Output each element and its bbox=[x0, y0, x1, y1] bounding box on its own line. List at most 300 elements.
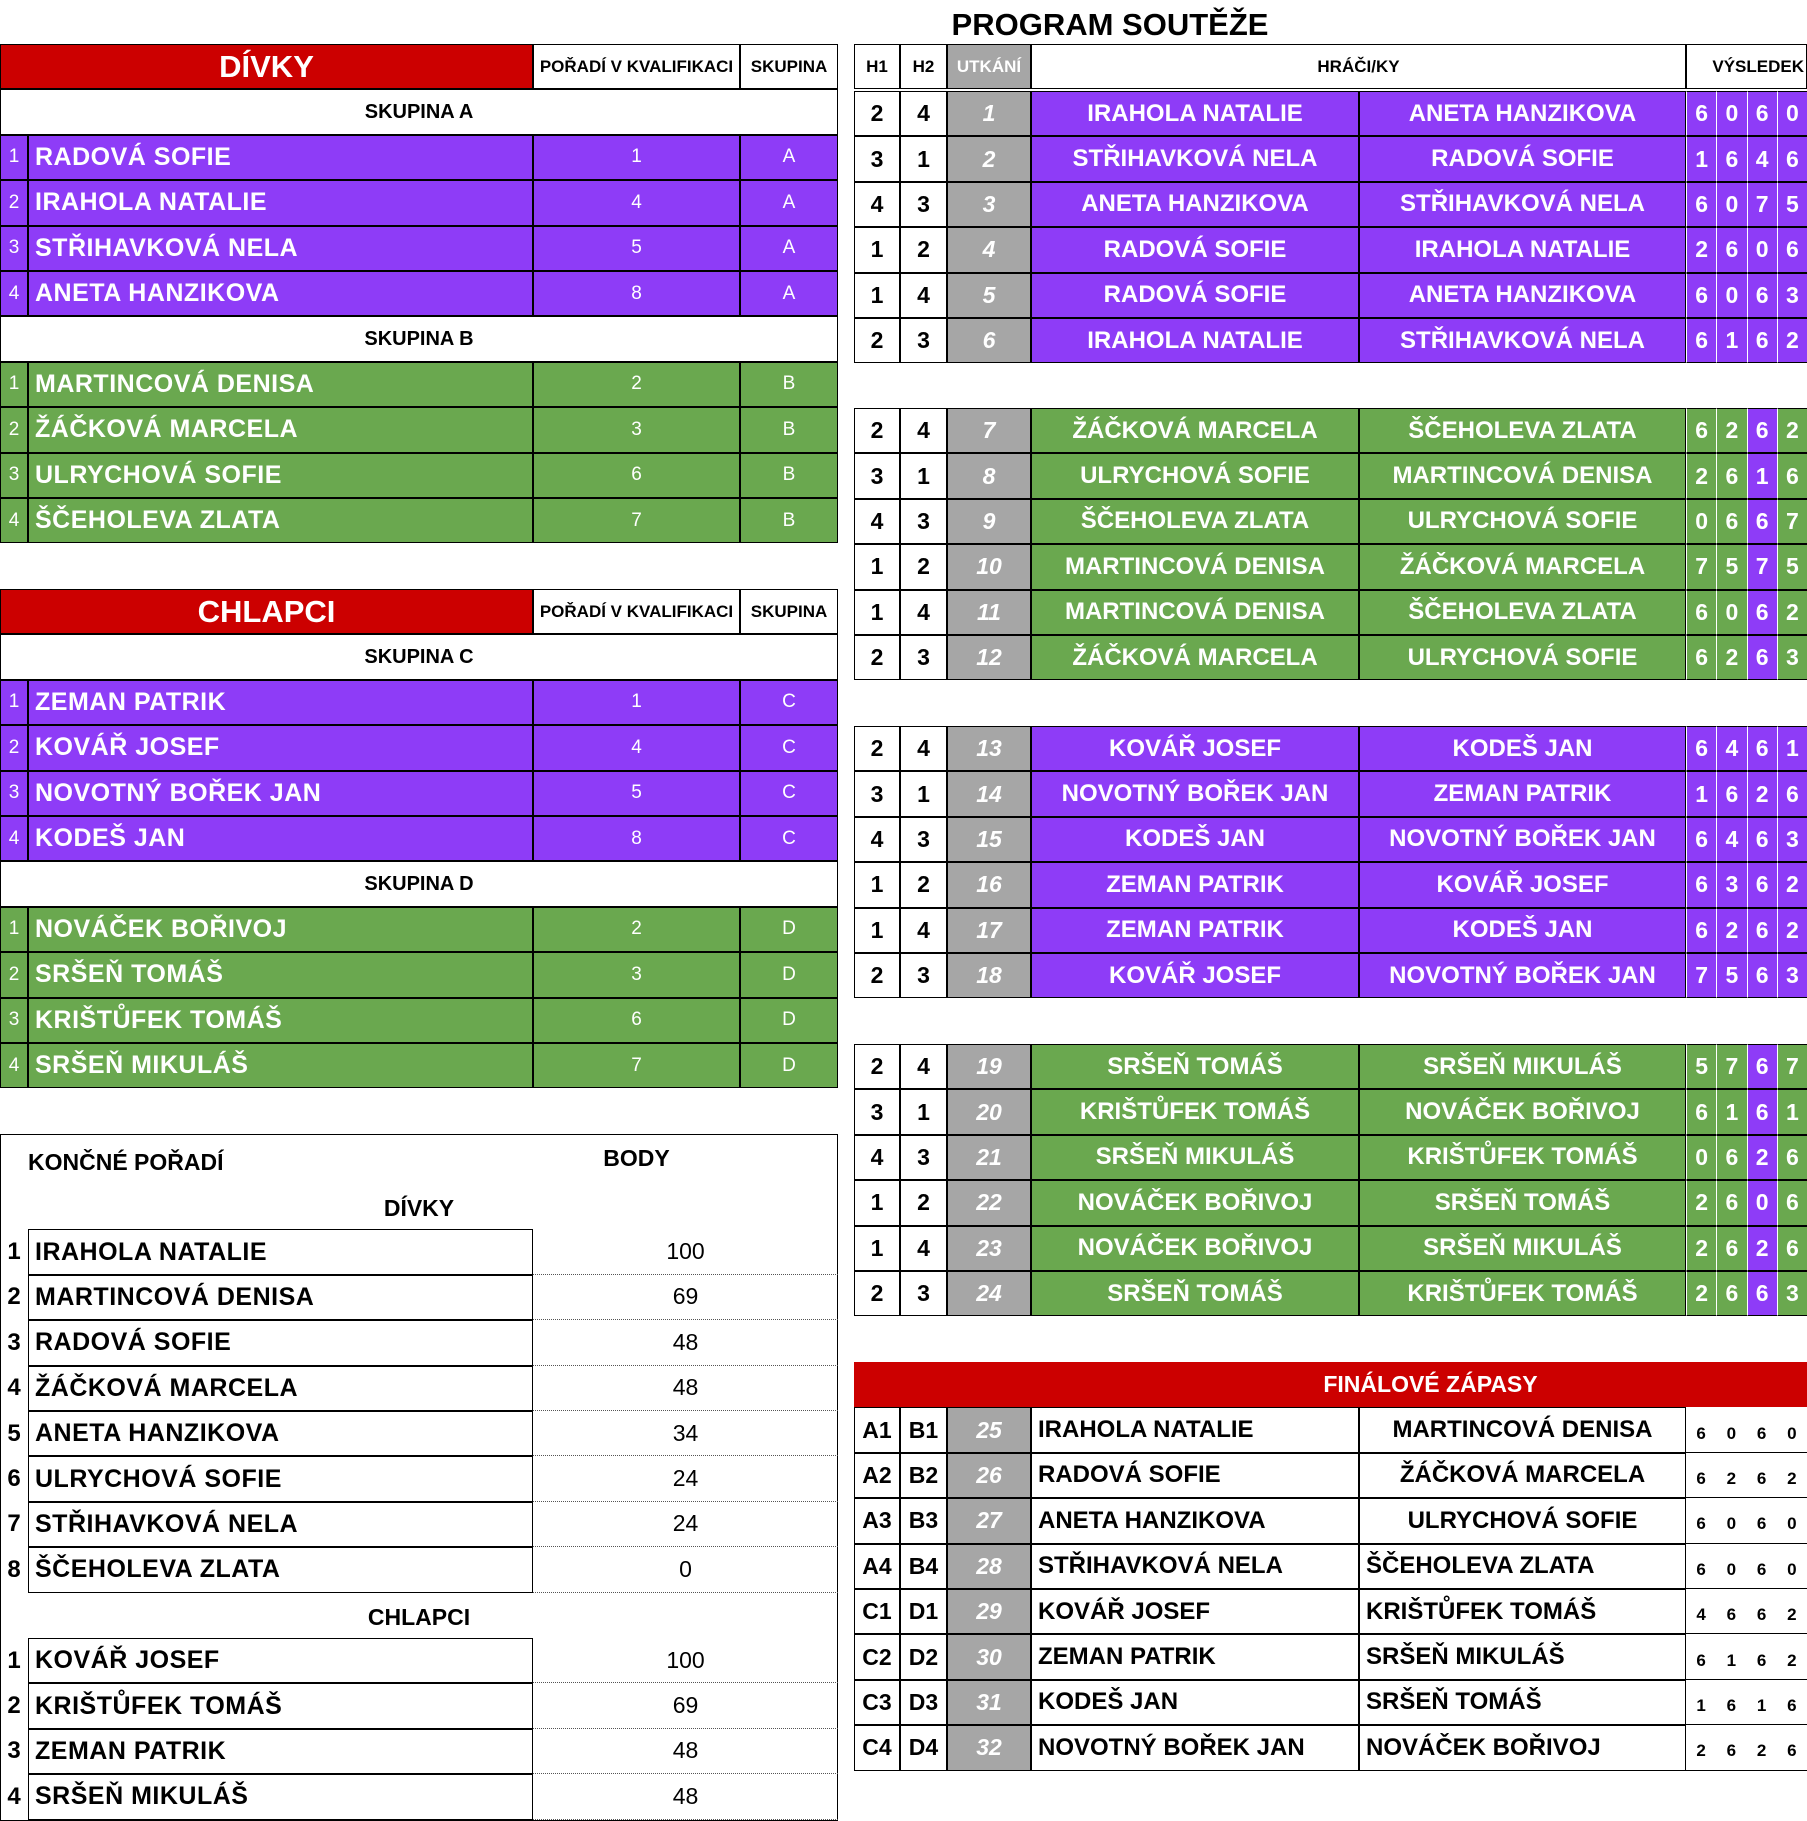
match-number: 15 bbox=[947, 817, 1031, 862]
match-player-1: ŠČEHOLEVA ZLATA bbox=[1031, 499, 1359, 544]
final-h1: A2 bbox=[854, 1453, 900, 1498]
score-game: 6 bbox=[1686, 817, 1716, 862]
match-player-1: NOVOTNÝ BOŘEK JAN bbox=[1031, 771, 1359, 816]
match-h2: 2 bbox=[900, 1180, 947, 1225]
score-game: 1 bbox=[1777, 726, 1807, 771]
match-number: 14 bbox=[947, 771, 1031, 816]
final-match-number: 31 bbox=[947, 1680, 1031, 1725]
score-game: 2 bbox=[1686, 227, 1716, 272]
score-game: 6 bbox=[1747, 590, 1777, 635]
score-game: 6 bbox=[1747, 817, 1777, 862]
match-player-2: ULRYCHOVÁ SOFIE bbox=[1359, 499, 1686, 544]
match-player-1: NOVÁČEK BOŘIVOJ bbox=[1031, 1226, 1359, 1271]
final-score-game: 2 bbox=[1777, 1642, 1807, 1679]
score-game: 0 bbox=[1716, 590, 1746, 635]
standings-position: 3 bbox=[7, 1328, 21, 1356]
score-game: 6 bbox=[1747, 273, 1777, 318]
final-h1: C1 bbox=[854, 1589, 900, 1634]
final-player-1: ZEMAN PATRIK bbox=[1031, 1634, 1359, 1679]
score-game: 7 bbox=[1747, 182, 1777, 227]
final-player-1: IRAHOLA NATALIE bbox=[1031, 1407, 1359, 1452]
final-player-2: KRIŠTŮFEK TOMÁŠ bbox=[1359, 1589, 1686, 1634]
match-h1: 2 bbox=[854, 726, 900, 771]
final-score-game: 2 bbox=[1716, 1461, 1746, 1498]
player-group: C bbox=[740, 725, 838, 770]
player-group: D bbox=[740, 907, 838, 952]
qualification-rank: 6 bbox=[533, 453, 740, 498]
player-group: A bbox=[740, 180, 838, 225]
score-game: 2 bbox=[1777, 862, 1807, 907]
standings-position: 2 bbox=[7, 1692, 21, 1720]
standings-points: 48 bbox=[533, 1774, 838, 1819]
final-h1: A4 bbox=[854, 1544, 900, 1589]
score-game: 0 bbox=[1747, 227, 1777, 272]
player-name: IRAHOLA NATALIE bbox=[28, 180, 533, 225]
match-h2: 4 bbox=[900, 1044, 947, 1089]
score-game: 5 bbox=[1777, 544, 1807, 589]
final-h1: A1 bbox=[854, 1407, 900, 1452]
group-label: SKUPINA A bbox=[0, 89, 838, 134]
match-player-2: KRIŠTŮFEK TOMÁŠ bbox=[1359, 1135, 1686, 1180]
score-game: 2 bbox=[1686, 1226, 1716, 1271]
match-number: 16 bbox=[947, 862, 1031, 907]
match-player-1: SRŠEŇ TOMÁŠ bbox=[1031, 1271, 1359, 1316]
score-game: 6 bbox=[1777, 1180, 1807, 1225]
standings-player-name: IRAHOLA NATALIE bbox=[28, 1229, 533, 1274]
score-game: 3 bbox=[1777, 635, 1807, 680]
score-game: 7 bbox=[1686, 544, 1716, 589]
qualification-rank: 1 bbox=[533, 135, 740, 180]
match-player-2: ANETA HANZIKOVA bbox=[1359, 91, 1686, 136]
qualification-rank: 7 bbox=[533, 1043, 740, 1088]
final-match-number: 27 bbox=[947, 1498, 1031, 1543]
standings-points: 24 bbox=[533, 1456, 838, 1501]
score-game: 6 bbox=[1686, 590, 1716, 635]
standings-points: 34 bbox=[533, 1411, 838, 1456]
match-number: 13 bbox=[947, 726, 1031, 771]
final-score-game: 4 bbox=[1686, 1597, 1716, 1634]
column-header-rank: POŘADÍ V KVALIFIKACI bbox=[533, 589, 740, 634]
match-player-1: ŽÁČKOVÁ MARCELA bbox=[1031, 408, 1359, 453]
final-match-number: 28 bbox=[947, 1544, 1031, 1589]
score-game: 2 bbox=[1686, 453, 1716, 498]
match-player-1: MARTINCOVÁ DENISA bbox=[1031, 544, 1359, 589]
final-player-2: MARTINCOVÁ DENISA bbox=[1359, 1407, 1686, 1452]
header-match: UTKÁNÍ bbox=[947, 44, 1031, 89]
qualification-rank: 1 bbox=[533, 680, 740, 725]
match-player-2: STŘIHAVKOVÁ NELA bbox=[1359, 318, 1686, 363]
score-game: 3 bbox=[1777, 817, 1807, 862]
match-player-2: RADOVÁ SOFIE bbox=[1359, 136, 1686, 181]
score-game: 6 bbox=[1747, 1089, 1777, 1134]
final-score-game: 2 bbox=[1747, 1733, 1777, 1770]
player-seed: 2 bbox=[0, 407, 28, 452]
match-number: 8 bbox=[947, 453, 1031, 498]
match-player-2: ŠČEHOLEVA ZLATA bbox=[1359, 408, 1686, 453]
match-player-2: ŽÁČKOVÁ MARCELA bbox=[1359, 544, 1686, 589]
match-h2: 1 bbox=[900, 1089, 947, 1134]
score-game: 6 bbox=[1716, 1135, 1746, 1180]
match-number: 22 bbox=[947, 1180, 1031, 1225]
match-h2: 4 bbox=[900, 590, 947, 635]
match-player-1: RADOVÁ SOFIE bbox=[1031, 273, 1359, 318]
match-number: 17 bbox=[947, 908, 1031, 953]
standings-position: 7 bbox=[7, 1510, 21, 1538]
standings-position: 6 bbox=[7, 1465, 21, 1493]
final-player-1: STŘIHAVKOVÁ NELA bbox=[1031, 1544, 1359, 1589]
score-game: 4 bbox=[1747, 136, 1777, 181]
match-h2: 4 bbox=[900, 726, 947, 771]
match-number: 19 bbox=[947, 1044, 1031, 1089]
standings-position: 8 bbox=[7, 1555, 21, 1583]
final-h2: D1 bbox=[900, 1589, 947, 1634]
match-player-2: KODEŠ JAN bbox=[1359, 908, 1686, 953]
standings-points: 69 bbox=[533, 1683, 838, 1728]
match-h2: 3 bbox=[900, 182, 947, 227]
match-number: 3 bbox=[947, 182, 1031, 227]
match-h2: 1 bbox=[900, 136, 947, 181]
score-game: 6 bbox=[1777, 1226, 1807, 1271]
match-player-1: SRŠEŇ TOMÁŠ bbox=[1031, 1044, 1359, 1089]
match-player-1: IRAHOLA NATALIE bbox=[1031, 91, 1359, 136]
match-h1: 2 bbox=[854, 635, 900, 680]
score-game: 2 bbox=[1777, 590, 1807, 635]
column-header-rank: POŘADÍ V KVALIFIKACI bbox=[533, 44, 740, 89]
match-player-1: SRŠEŇ MIKULÁŠ bbox=[1031, 1135, 1359, 1180]
player-name: ŠČEHOLEVA ZLATA bbox=[28, 498, 533, 543]
final-h2: D4 bbox=[900, 1725, 947, 1770]
score-game: 6 bbox=[1716, 499, 1746, 544]
final-player-2: SRŠEŇ MIKULÁŠ bbox=[1359, 1634, 1686, 1679]
match-player-2: ŠČEHOLEVA ZLATA bbox=[1359, 590, 1686, 635]
qualification-rank: 2 bbox=[533, 907, 740, 952]
final-player-1: NOVOTNÝ BOŘEK JAN bbox=[1031, 1725, 1359, 1770]
score-game: 3 bbox=[1777, 953, 1807, 998]
score-game: 5 bbox=[1716, 953, 1746, 998]
match-h1: 2 bbox=[854, 953, 900, 998]
standings-player-name: ANETA HANZIKOVA bbox=[28, 1411, 533, 1456]
score-game: 6 bbox=[1777, 136, 1807, 181]
final-player-1: KODEŠ JAN bbox=[1031, 1680, 1359, 1725]
standings-points: 48 bbox=[533, 1320, 838, 1365]
finals-title: FINÁLOVÉ ZÁPASY bbox=[854, 1362, 1807, 1407]
match-player-2: SRŠEŇ MIKULÁŠ bbox=[1359, 1044, 1686, 1089]
player-seed: 4 bbox=[0, 816, 28, 861]
match-h2: 4 bbox=[900, 91, 947, 136]
player-seed: 2 bbox=[0, 725, 28, 770]
score-game: 6 bbox=[1747, 1271, 1777, 1316]
score-game: 0 bbox=[1716, 273, 1746, 318]
final-match-number: 26 bbox=[947, 1453, 1031, 1498]
final-score-game: 2 bbox=[1686, 1733, 1716, 1770]
score-game: 0 bbox=[1777, 91, 1807, 136]
qualification-rank: 6 bbox=[533, 998, 740, 1043]
final-score-game: 1 bbox=[1747, 1688, 1777, 1725]
match-h2: 3 bbox=[900, 1135, 947, 1180]
match-h2: 3 bbox=[900, 318, 947, 363]
standings-points: 48 bbox=[533, 1366, 838, 1411]
final-score-game: 6 bbox=[1747, 1506, 1777, 1543]
header-h2: H2 bbox=[900, 44, 947, 89]
score-game: 6 bbox=[1747, 908, 1777, 953]
match-player-2: SRŠEŇ TOMÁŠ bbox=[1359, 1180, 1686, 1225]
score-game: 1 bbox=[1716, 1089, 1746, 1134]
standings-points: 100 bbox=[533, 1229, 838, 1274]
header-h1: H1 bbox=[854, 44, 900, 89]
qualification-rank: 3 bbox=[533, 407, 740, 452]
match-player-2: KODEŠ JAN bbox=[1359, 726, 1686, 771]
standings-points: 24 bbox=[533, 1502, 838, 1547]
final-player-1: ANETA HANZIKOVA bbox=[1031, 1498, 1359, 1543]
match-player-2: ANETA HANZIKOVA bbox=[1359, 273, 1686, 318]
score-game: 6 bbox=[1747, 408, 1777, 453]
match-h1: 3 bbox=[854, 136, 900, 181]
score-game: 6 bbox=[1747, 635, 1777, 680]
qualification-rank: 2 bbox=[533, 362, 740, 407]
final-match-number: 25 bbox=[947, 1407, 1031, 1452]
match-number: 7 bbox=[947, 408, 1031, 453]
player-group: D bbox=[740, 998, 838, 1043]
match-number: 9 bbox=[947, 499, 1031, 544]
player-group: B bbox=[740, 498, 838, 543]
qualification-rank: 4 bbox=[533, 725, 740, 770]
match-number: 5 bbox=[947, 273, 1031, 318]
match-number: 6 bbox=[947, 318, 1031, 363]
match-player-1: KODEŠ JAN bbox=[1031, 817, 1359, 862]
match-number: 10 bbox=[947, 544, 1031, 589]
match-number: 24 bbox=[947, 1271, 1031, 1316]
standings-position: 5 bbox=[7, 1419, 21, 1447]
score-game: 6 bbox=[1686, 273, 1716, 318]
match-h2: 4 bbox=[900, 273, 947, 318]
score-game: 6 bbox=[1686, 91, 1716, 136]
match-h1: 1 bbox=[854, 544, 900, 589]
qualification-rank: 8 bbox=[533, 271, 740, 316]
standings-player-name: SRŠEŇ MIKULÁŠ bbox=[28, 1774, 533, 1819]
final-score-game: 6 bbox=[1716, 1688, 1746, 1725]
match-number: 20 bbox=[947, 1089, 1031, 1134]
match-h1: 1 bbox=[854, 1226, 900, 1271]
table-heading: CHLAPCI bbox=[0, 589, 533, 634]
match-number: 18 bbox=[947, 953, 1031, 998]
score-game: 2 bbox=[1777, 318, 1807, 363]
match-h1: 2 bbox=[854, 1271, 900, 1316]
score-game: 6 bbox=[1747, 953, 1777, 998]
player-name: SRŠEŇ TOMÁŠ bbox=[28, 952, 533, 997]
final-score-game: 6 bbox=[1716, 1733, 1746, 1770]
score-game: 6 bbox=[1686, 862, 1716, 907]
match-player-1: ULRYCHOVÁ SOFIE bbox=[1031, 453, 1359, 498]
final-standings-title: KONČNÉ POŘADÍ bbox=[28, 1148, 224, 1175]
score-game: 6 bbox=[1747, 726, 1777, 771]
score-game: 6 bbox=[1686, 726, 1716, 771]
standings-player-name: STŘIHAVKOVÁ NELA bbox=[28, 1502, 533, 1547]
player-name: ULRYCHOVÁ SOFIE bbox=[28, 453, 533, 498]
match-h2: 3 bbox=[900, 1271, 947, 1316]
standings-section-label: CHLAPCI bbox=[367, 1603, 471, 1630]
standings-position: 2 bbox=[7, 1283, 21, 1311]
score-game: 2 bbox=[1777, 408, 1807, 453]
final-score-game: 6 bbox=[1747, 1597, 1777, 1634]
score-game: 0 bbox=[1686, 499, 1716, 544]
match-player-1: ŽÁČKOVÁ MARCELA bbox=[1031, 635, 1359, 680]
table-heading: DÍVKY bbox=[0, 44, 533, 89]
match-number: 12 bbox=[947, 635, 1031, 680]
match-player-2: IRAHOLA NATALIE bbox=[1359, 227, 1686, 272]
score-game: 0 bbox=[1716, 182, 1746, 227]
score-game: 6 bbox=[1716, 227, 1746, 272]
match-h1: 4 bbox=[854, 499, 900, 544]
score-game: 6 bbox=[1716, 1180, 1746, 1225]
standings-player-name: ZEMAN PATRIK bbox=[28, 1729, 533, 1774]
column-header-group: SKUPINA bbox=[740, 44, 838, 89]
player-name: KRIŠTŮFEK TOMÁŠ bbox=[28, 998, 533, 1043]
player-group: D bbox=[740, 1043, 838, 1088]
player-group: C bbox=[740, 771, 838, 816]
match-h1: 3 bbox=[854, 453, 900, 498]
standings-section-label: DÍVKY bbox=[383, 1195, 455, 1222]
match-h1: 1 bbox=[854, 227, 900, 272]
player-seed: 1 bbox=[0, 907, 28, 952]
player-name: ZEMAN PATRIK bbox=[28, 680, 533, 725]
match-h1: 1 bbox=[854, 273, 900, 318]
player-seed: 1 bbox=[0, 362, 28, 407]
final-h2: D2 bbox=[900, 1634, 947, 1679]
standings-position: 3 bbox=[7, 1737, 21, 1765]
final-score-game: 0 bbox=[1777, 1415, 1807, 1452]
match-h1: 2 bbox=[854, 318, 900, 363]
final-h2: B4 bbox=[900, 1544, 947, 1589]
final-h2: B3 bbox=[900, 1498, 947, 1543]
match-h2: 3 bbox=[900, 953, 947, 998]
match-h1: 3 bbox=[854, 1089, 900, 1134]
final-score-game: 2 bbox=[1777, 1461, 1807, 1498]
score-game: 6 bbox=[1716, 136, 1746, 181]
final-h2: D3 bbox=[900, 1680, 947, 1725]
match-h1: 1 bbox=[854, 862, 900, 907]
final-player-2: NOVÁČEK BOŘIVOJ bbox=[1359, 1725, 1686, 1770]
match-number: 11 bbox=[947, 590, 1031, 635]
standings-player-name: ŽÁČKOVÁ MARCELA bbox=[28, 1366, 533, 1411]
final-score-game: 6 bbox=[1686, 1506, 1716, 1543]
header-result: VÝSLEDEK bbox=[1686, 44, 1807, 89]
player-name: NOVOTNÝ BOŘEK JAN bbox=[28, 771, 533, 816]
player-name: STŘIHAVKOVÁ NELA bbox=[28, 226, 533, 271]
score-game: 5 bbox=[1777, 182, 1807, 227]
match-player-2: NOVOTNÝ BOŘEK JAN bbox=[1359, 817, 1686, 862]
final-h2: B1 bbox=[900, 1407, 947, 1452]
score-game: 7 bbox=[1716, 1044, 1746, 1089]
standings-position: 1 bbox=[7, 1238, 21, 1266]
player-group: A bbox=[740, 271, 838, 316]
final-score-game: 0 bbox=[1777, 1552, 1807, 1589]
match-h1: 2 bbox=[854, 408, 900, 453]
final-match-number: 32 bbox=[947, 1725, 1031, 1770]
standings-points: 69 bbox=[533, 1275, 838, 1320]
match-player-2: SRŠEŇ MIKULÁŠ bbox=[1359, 1226, 1686, 1271]
score-game: 1 bbox=[1716, 318, 1746, 363]
score-game: 2 bbox=[1716, 908, 1746, 953]
match-player-1: STŘIHAVKOVÁ NELA bbox=[1031, 136, 1359, 181]
final-h1: A3 bbox=[854, 1498, 900, 1543]
score-game: 1 bbox=[1777, 1089, 1807, 1134]
match-h2: 4 bbox=[900, 1226, 947, 1271]
match-h2: 4 bbox=[900, 908, 947, 953]
final-score-game: 6 bbox=[1747, 1415, 1777, 1452]
qualification-rank: 4 bbox=[533, 180, 740, 225]
final-score-game: 6 bbox=[1747, 1552, 1777, 1589]
match-player-1: KOVÁŘ JOSEF bbox=[1031, 726, 1359, 771]
player-seed: 2 bbox=[0, 180, 28, 225]
match-h2: 1 bbox=[900, 453, 947, 498]
score-game: 6 bbox=[1686, 1089, 1716, 1134]
score-game: 1 bbox=[1686, 771, 1716, 816]
standings-points: 48 bbox=[533, 1729, 838, 1774]
score-game: 6 bbox=[1716, 453, 1746, 498]
score-game: 6 bbox=[1777, 1135, 1807, 1180]
standings-player-name: RADOVÁ SOFIE bbox=[28, 1320, 533, 1365]
final-score-game: 6 bbox=[1686, 1461, 1716, 1498]
player-seed: 2 bbox=[0, 952, 28, 997]
match-player-2: MARTINCOVÁ DENISA bbox=[1359, 453, 1686, 498]
score-game: 6 bbox=[1777, 453, 1807, 498]
score-game: 6 bbox=[1686, 408, 1716, 453]
match-player-1: ZEMAN PATRIK bbox=[1031, 908, 1359, 953]
match-player-1: NOVÁČEK BOŘIVOJ bbox=[1031, 1180, 1359, 1225]
match-h1: 4 bbox=[854, 1135, 900, 1180]
match-player-2: NOVOTNÝ BOŘEK JAN bbox=[1359, 953, 1686, 998]
group-label: SKUPINA D bbox=[0, 861, 838, 906]
score-game: 7 bbox=[1777, 1044, 1807, 1089]
player-group: B bbox=[740, 453, 838, 498]
match-number: 21 bbox=[947, 1135, 1031, 1180]
player-name: ŽÁČKOVÁ MARCELA bbox=[28, 407, 533, 452]
match-h1: 4 bbox=[854, 182, 900, 227]
match-player-2: ZEMAN PATRIK bbox=[1359, 771, 1686, 816]
group-label: SKUPINA C bbox=[0, 634, 838, 679]
group-label: SKUPINA B bbox=[0, 316, 838, 361]
match-h2: 3 bbox=[900, 817, 947, 862]
match-h1: 1 bbox=[854, 1180, 900, 1225]
match-player-1: KOVÁŘ JOSEF bbox=[1031, 953, 1359, 998]
player-group: C bbox=[740, 680, 838, 725]
player-group: B bbox=[740, 362, 838, 407]
score-game: 2 bbox=[1747, 1135, 1777, 1180]
final-score-game: 6 bbox=[1777, 1688, 1807, 1725]
final-score-game: 6 bbox=[1716, 1597, 1746, 1634]
final-score-game: 1 bbox=[1716, 1642, 1746, 1679]
final-score-game: 1 bbox=[1686, 1688, 1716, 1725]
final-player-1: KOVÁŘ JOSEF bbox=[1031, 1589, 1359, 1634]
match-player-1: KRIŠTŮFEK TOMÁŠ bbox=[1031, 1089, 1359, 1134]
match-h1: 4 bbox=[854, 817, 900, 862]
match-player-1: RADOVÁ SOFIE bbox=[1031, 227, 1359, 272]
standings-player-name: KRIŠTŮFEK TOMÁŠ bbox=[28, 1683, 533, 1728]
score-game: 1 bbox=[1747, 453, 1777, 498]
match-number: 23 bbox=[947, 1226, 1031, 1271]
player-seed: 1 bbox=[0, 680, 28, 725]
score-game: 0 bbox=[1686, 1135, 1716, 1180]
standings-player-name: ULRYCHOVÁ SOFIE bbox=[28, 1456, 533, 1501]
match-player-2: STŘIHAVKOVÁ NELA bbox=[1359, 182, 1686, 227]
match-player-1: ZEMAN PATRIK bbox=[1031, 862, 1359, 907]
match-player-1: IRAHOLA NATALIE bbox=[1031, 318, 1359, 363]
final-score-game: 6 bbox=[1686, 1415, 1716, 1452]
score-game: 5 bbox=[1686, 1044, 1716, 1089]
match-player-1: MARTINCOVÁ DENISA bbox=[1031, 590, 1359, 635]
score-game: 2 bbox=[1686, 1271, 1716, 1316]
score-game: 6 bbox=[1716, 771, 1746, 816]
